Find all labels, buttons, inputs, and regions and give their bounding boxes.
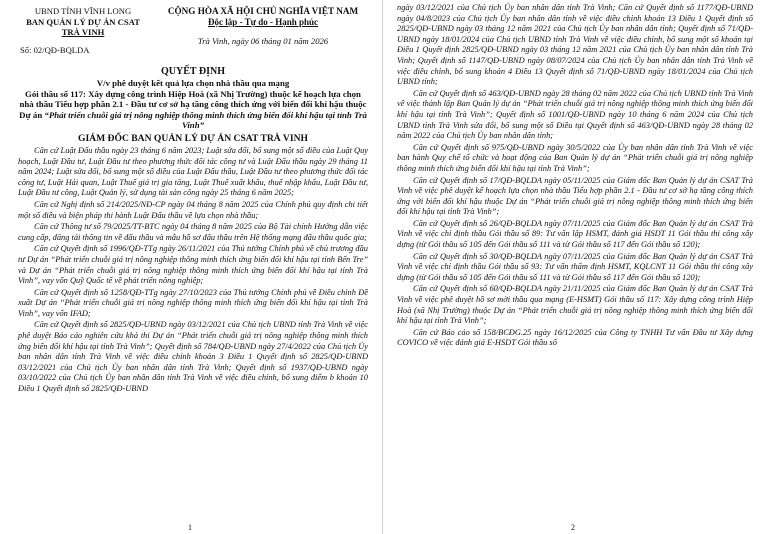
legal-basis-paragraph: Căn cứ Quyết định số 1258/QĐ-TTg ngày 27/10/2023 của Thủ tướng Chính phủ về Điều chỉnh Đề xuất Dự án “Phát triển chuỗi giá trị nông nghiệp thông minh thích ứng biến đổi khí hậu tại tỉnh Trà Vinh”, vay vốn IFAD; bbox=[18, 287, 368, 318]
legal-basis-paragraph: Căn cứ Quyết định số 26/QĐ-BQLDA ngày 07/11/2025 của Giám đốc Ban Quản lý dự án CSAT Trà Vinh về việc chỉ định thầu Gói thầu số 89: Tư vấn lập HSMT, đánh giá HSDT 11 Gói thầu thi công xây dựng (từ Gói thầu số 105 đến Gói thầu số 111 và từ Gói thầu số 117 đến Gói thầu số 120); bbox=[397, 218, 753, 250]
legal-basis-paragraph: Căn cứ Quyết định số 975/QĐ-UBND ngày 30/5/2022 của Ủy ban nhân dân tỉnh Trà Vinh về việc ban hành Quy chế tổ chức và hoạt động của Ban Quản lý dự án “Phát triển chuỗi giá trị nông nghiệp thông minh thích ứng biến đổi khí hậu tại tỉnh Trà Vinh”; bbox=[397, 142, 753, 173]
national-header-block bbox=[148, 6, 378, 47]
legal-basis-paragraph: Căn cứ Quyết định số 463/QĐ-UBND ngày 28 tháng 02 năm 2022 của Chủ tịch UBND tỉnh Trà Vinh về việc thành lập Ban Quản lý dự án “Phát triển chuỗi giá trị nông nghiệp thông minh thích ứng biến đổi khí hậu tại tỉnh Trà Vinh”; Quyết định số 1001/QĐ-UBND ngày 10 tháng 6 năm 2024 của Chủ tịch UBND tỉnh Trà Vinh sửa đổi, bổ sung một số Điều tại Quyết định số 463/QĐ-UBND ngày 28 tháng 02 năm 2022 của Chủ tịch Ủy ban nhân dân tỉnh; bbox=[397, 88, 753, 141]
national-motto: Độc lập - Tự do - Hạnh phúc bbox=[207, 17, 318, 27]
legal-basis-paragraph: Căn cứ Quyết định số 1996/QĐ-TTg ngày 26/11/2021 của Thủ tướng Chính phủ về chủ trương đầu tư Dự án “Phát triển chuỗi giá trị nông nghiệp thông minh thích ứng biến đổi khí hậu tại tỉnh Bến Tre” và Dự án “Phát triển chuỗi giá trị nông nghiệp thông minh thích ứng biến đổi khí hậu tại tỉnh Trà Vinh”, vay vốn Quỹ Quốc tế về phát triển nông nghiệp; bbox=[18, 244, 368, 286]
document-header bbox=[18, 6, 368, 66]
legal-basis-paragraph: Căn cứ Quyết định số 2825/QĐ-UBND ngày 03/12/2021 của Chủ tịch UBND tỉnh Trà Vinh về việc phê duyệt Báo cáo nghiên cứu khả thi Dự án “Phát triển chuỗi giá trị nông nghiệp thông minh thích ứng biến đổi khí hậu tại tỉnh Trà Vinh”; Quyết định số 784/QĐ-UBND ngày 27/4/2022 của Chủ tịch Ủy ban nhân dân tỉnh Trà Vinh về việc điều chỉnh khoản 3 Điều 1 Quyết định số 2825/QĐ-UBND 03/12/2021 của Chủ tịch Ủy ban nhân dân tỉnh Trà Vinh; Quyết định số 1937/QĐ-UBND ngày 03/10/2022 của Chủ tịch Ủy ban nhân dân tỉnh Trà Vinh về việc điều chỉnh, bổ sung điểm b khoản 10 Điều 1 Quyết định số 2825/QĐ-UBND bbox=[18, 320, 368, 394]
legal-basis-paragraph: Căn cứ Quyết định số 60/QĐ-BQLDA ngày 21/11/2025 của Giám đốc Ban Quản lý dự án CSAT Trà Vinh về việc phê duyệt hồ sơ mời thầu qua mạng (E-HSMT) Gói thầu số 117: Xây dựng công trình Hiệp Hoà (xã Nhị Trường) thuộc Dự án “Phát triển chuỗi giá trị nông nghiệp thông minh thích ứng biến đổi khí hậu tại tỉnh Trà Vinh”; bbox=[397, 284, 753, 326]
subject-project-name: “Phát triển chuỗi giá trị nông nghiệp thông minh thích ứng biến đổi khí hậu tại tỉnh Trà Vinh” bbox=[44, 109, 367, 131]
legal-basis-paragraph: Căn cứ Quyết định số 17/QĐ-BQLDA ngày 05/11/2025 của Giám đốc Ban Quản lý dự án CSAT Trà Vinh về việc phê duyệt kế hoạch lựa chọn nhà thầu Tiểu hợp phần 2.1 - Đầu tư cơ sở hạ tầng công thích ứng với biến đổi khí hậu thuộc Dự án “Phát triển chuỗi giá trị nông nghiệp thông minh thích ứng biến đổi khí hậu tại tỉnh Trà Vinh”; bbox=[397, 175, 753, 217]
subject-line: V/v phê duyệt kết quả lựa chọn nhà thầu qua mạng bbox=[96, 78, 290, 88]
legal-basis-paragraph: ngày 03/12/2021 của Chủ tịch Ủy ban nhân dân tỉnh Trà Vinh; Căn cứ Quyết định số 1177/QĐ-UBND ngày 04/8/2023 của Chủ tịch Ủy ban nhân dân tỉnh về việc điều chỉnh khoản 13 Điều 1 Quyết định số 2825/QĐ-UBND ngày 03 tháng 12 năm 2021 của Chủ tịch Ủy ban nhân dân tỉnh; Quyết định số 71/QĐ-UBND ngày 18/01/2024 của Chủ tịch UBND tỉnh Trà Vinh về việc điều chỉnh, bổ sung một số khoản tại Điều 1 Quyết định 2825/QĐ-UBND ngày 03 tháng 12 năm 2021 của Chủ tịch Ủy ban nhân dân tỉnh Trà Vinh; Quyết định số 1147/QĐ-UBND ngày 08/07/2024 của Chủ tịch Ủy ban nhân dân tỉnh Trà Vinh về việc điều chỉnh, bổ sung khoản 4 Điều 13 Quyết định số 71/QĐ-UBND ngày 18/01/2024 của Chủ tịch UBND tỉnh; bbox=[397, 3, 753, 87]
document-date: Trà Vinh, ngày 06 tháng 01 năm 2026 bbox=[197, 36, 329, 46]
legal-basis-paragraph: Căn cứ Luật Đấu thầu ngày 23 tháng 6 năm 2023; Luật sửa đổi, bổ sung một số điều của Luật Quy hoạch, Luật Đầu tư, Luật Đầu tư theo phương thức đối tác công tư và Luật Đấu thầu ngày 29 tháng 11 năm 2024; Luật sửa đổi, bổ sung một số điều của Luật Đấu thầu, Luật Đầu tư theo phương thức đối tác công tư, Luật Hải quan, Luật Thuế giá trị gia tăng, Luật Thuế xuất khẩu, thuế nhập khẩu, Luật Đầu tư, Luật Đầu tư công, Luật Quản lý, sử dụng tài sản công ngày 25 tháng 6 năm 2025; bbox=[18, 145, 368, 198]
legal-basis-list-page1 bbox=[18, 146, 368, 395]
subject-main bbox=[18, 89, 368, 131]
province-name: TRÀ VINH bbox=[61, 27, 105, 37]
director-heading: GIÁM ĐỐC BAN QUẢN LÝ DỰ ÁN CSAT TRÀ VINH bbox=[77, 132, 308, 144]
document-title: QUYẾT ĐỊNH bbox=[161, 66, 225, 77]
page-number: 2 bbox=[571, 523, 575, 532]
legal-basis-paragraph: Căn cứ Nghị định số 214/2025/NĐ-CP ngày 04 tháng 8 năm 2025 của Chính phủ quy định chi tiết một số điều và biện pháp thi hành Luật Đấu thầu về lựa chọn nhà thầu; bbox=[18, 199, 368, 220]
page-number: 1 bbox=[188, 523, 192, 532]
legal-basis-paragraph: Căn cứ Thông tư số 79/2025/TT-BTC ngày 04 tháng 8 năm 2025 của Bộ Tài chính Hướng dẫn việc cung cấp, đăng tải thông tin về đấu thầu và mẫu hồ sơ đấu thầu trên Hệ thống mạng đấu thầu quốc gia; bbox=[18, 222, 368, 242]
legal-basis-paragraph: Căn cứ Báo cáo số 158/BCĐG.25 ngày 16/12/2025 của Công ty TNHH Tư vấn Đầu tư Xây dựng COVICO về việc đánh giá E-HSDT Gói thầu số bbox=[397, 327, 753, 348]
nation-title: CỘNG HÒA XÃ HỘI CHỦ NGHĨA VIỆT NAM bbox=[167, 6, 359, 16]
page-2 bbox=[383, 0, 765, 534]
legal-basis-paragraph: Căn cứ Quyết định số 30/QĐ-BQLDA ngày 07/11/2025 của Giám đốc Ban Quản lý dự án CSAT Trà Vinh về việc chỉ định thầu Gói thầu số 93: Tư vấn thẩm định HSMT, KQLCNT 11 Gói thầu thi công xây dựng (từ Gói thầu số 105 đến Gói thầu số 111 và từ Gói thầu số 117 đến Gói thầu số 120); bbox=[397, 251, 753, 282]
document-number: Số: 02/QĐ-BQLDA bbox=[20, 44, 90, 55]
board-name: BAN QUẢN LÝ DỰ ÁN CSAT bbox=[26, 16, 140, 27]
page-1 bbox=[0, 0, 382, 534]
agency-name: UBND TỈNH VĨNH LONG bbox=[34, 6, 132, 16]
subject-text: Gói thầu số 117: Xây dựng công trình Hiệp Hoà (xã Nhị Trường) thuộc kế hoạch lựa chọn nhà thầu Tiểu hợp phần 2.1 - Đầu tư cơ sở hạ tầng công thích ứng với biến đổi khí hậu thuộc Dự án bbox=[19, 88, 367, 120]
issuing-agency-block bbox=[18, 6, 148, 55]
legal-basis-list-page2 bbox=[397, 3, 753, 349]
